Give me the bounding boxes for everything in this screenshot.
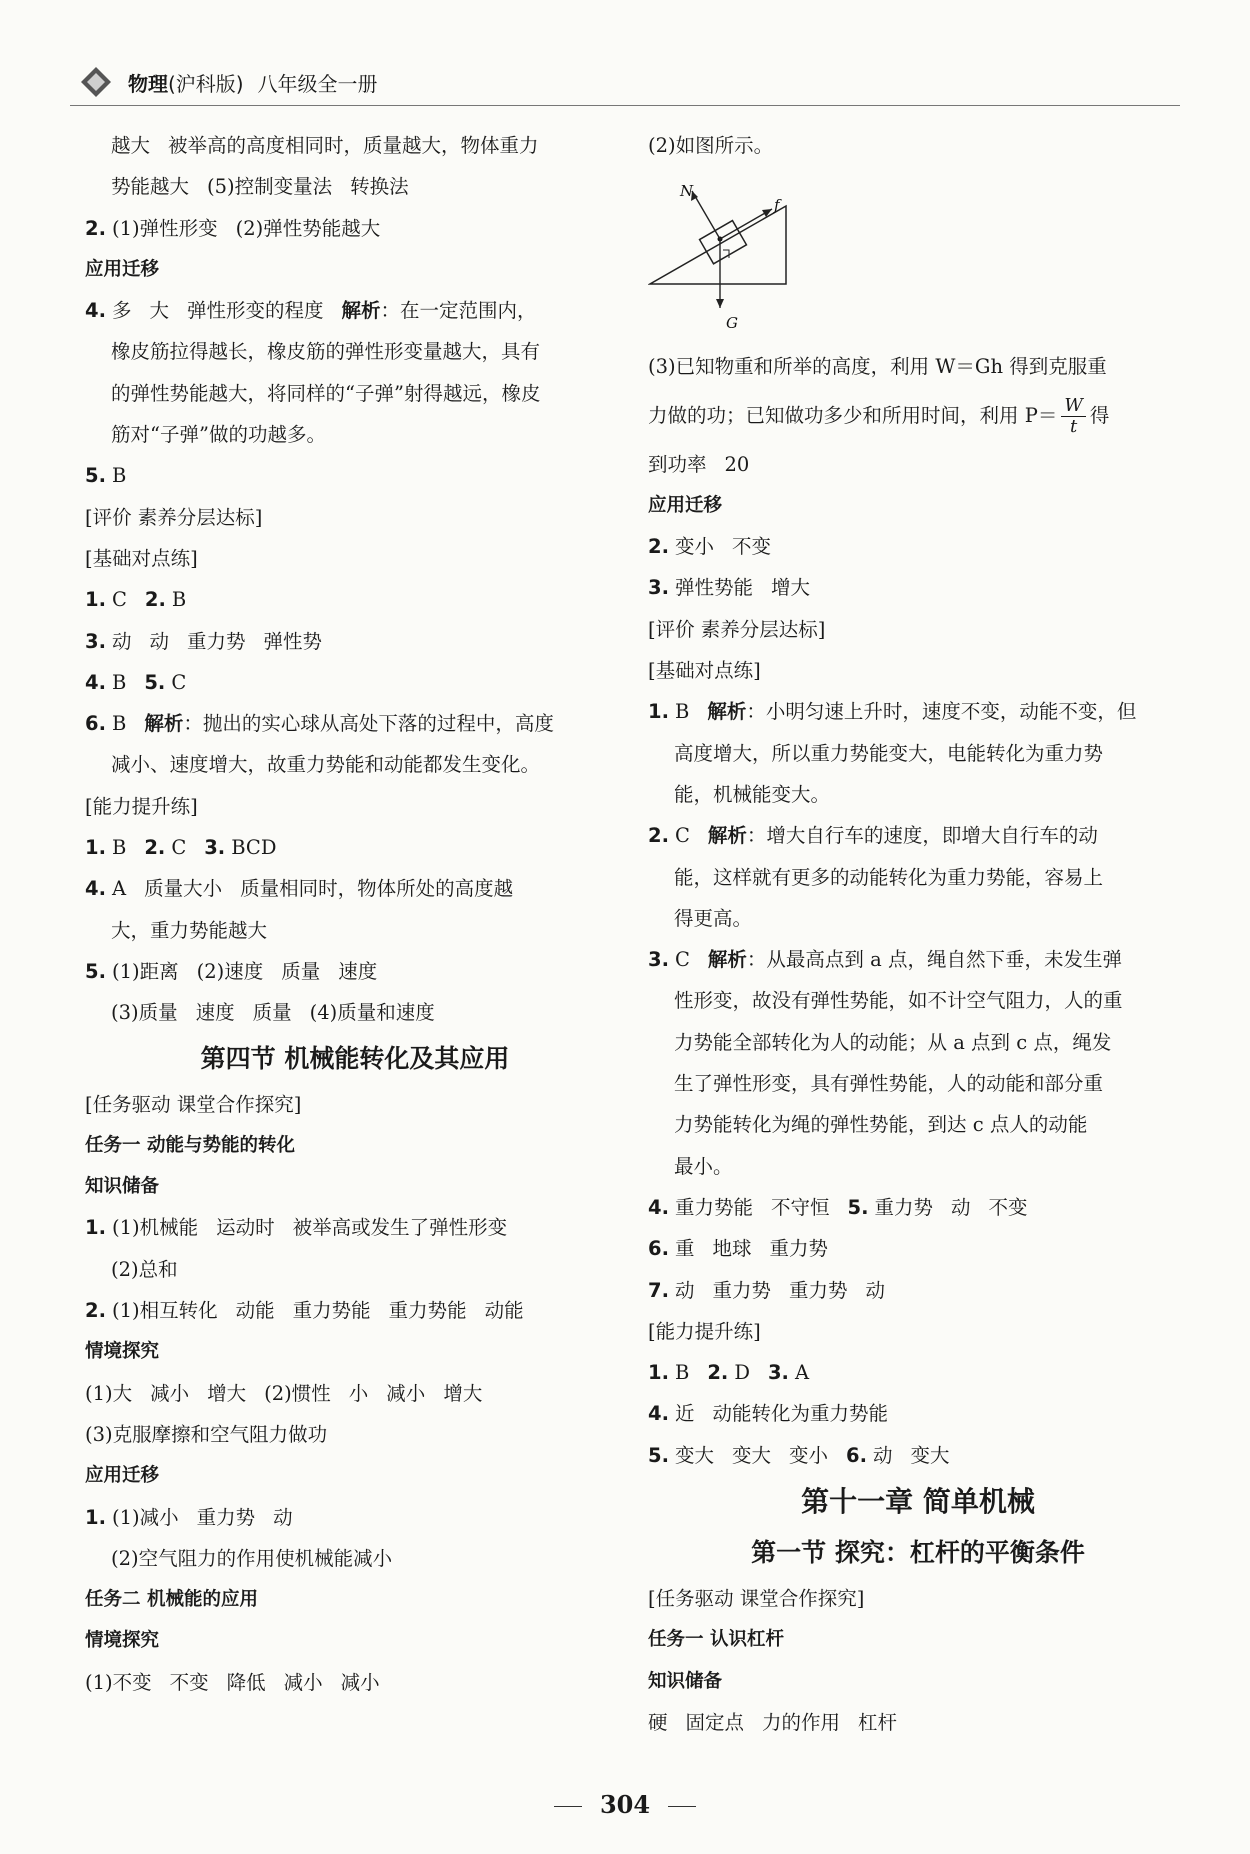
- answer-text: B: [111, 670, 127, 694]
- question-number: 2.: [144, 588, 166, 612]
- text-line: [85, 786, 625, 827]
- answer-text: 近: [674, 1402, 695, 1426]
- answer-text: 减小: [386, 1381, 426, 1405]
- text-line: [85, 1662, 625, 1703]
- text-line: [648, 691, 1188, 732]
- formula-line-1: (3)已知物重和所举的高度，利用 W＝Gh 得到克服重: [648, 355, 1107, 379]
- text-line: [648, 125, 1188, 166]
- answer-text: 动能: [235, 1299, 275, 1323]
- answer-text: 小: [348, 1381, 369, 1405]
- answer-text: [能力提升练]: [85, 794, 198, 818]
- question-number: 4.: [648, 1195, 669, 1219]
- analysis-text: ：在一定范围内，: [380, 299, 537, 323]
- question-number: 5.: [144, 670, 166, 694]
- text-line: [648, 1270, 1188, 1311]
- force-diagram: [648, 166, 1188, 346]
- subheading: 应用迁移: [85, 1465, 160, 1487]
- text-line: [85, 703, 625, 744]
- power-fraction: $\frac{W}{t}$: [1061, 396, 1086, 437]
- answer-text: (1)相互转化: [111, 1299, 218, 1323]
- book-title: 物理(沪科版) 八年级全一册: [128, 72, 378, 96]
- answer-text: 动能转化为重力势能: [712, 1402, 889, 1426]
- text-line: [648, 1022, 1188, 1063]
- answer-text: 被举高的高度相同时，质量越大，物体重力: [168, 134, 539, 157]
- answer-text: 重力势: [874, 1195, 934, 1219]
- right-column: [648, 125, 1188, 1743]
- text-line: [648, 857, 1188, 898]
- answer-text: C: [674, 948, 690, 972]
- answer-text: B: [111, 712, 127, 736]
- question-number: 4.: [85, 299, 106, 323]
- question-number: 5.: [85, 464, 106, 488]
- answer-text: B: [674, 1361, 690, 1385]
- text-line: [648, 1228, 1188, 1269]
- question-number: 1.: [85, 1216, 106, 1240]
- answer-text: 重力势能: [292, 1299, 371, 1323]
- answer-text: 性形变，故没有弹性势能，如不计空气阻力，人的重: [674, 989, 1123, 1013]
- question-number: 2.: [85, 216, 106, 240]
- text-line: [648, 939, 1188, 980]
- answer-text: 杠杆: [858, 1710, 898, 1734]
- answer-text: [任务驱动 课堂合作探究]: [85, 1092, 302, 1116]
- answer-text: B: [111, 836, 127, 860]
- text-line: [85, 1497, 625, 1538]
- answer-line: [648, 1435, 1188, 1476]
- question-number: 5.: [85, 959, 106, 983]
- answer-line: [85, 579, 625, 620]
- answer-text: 硬: [648, 1710, 668, 1734]
- text-line: [85, 744, 625, 785]
- answer-text: 生了弹性形变，具有弹性势能，人的动能和部分重: [674, 1072, 1104, 1096]
- answer-text: 弹性形变的程度: [187, 299, 324, 323]
- answer-text: 不变: [169, 1670, 209, 1694]
- answer-text: 动: [873, 1443, 893, 1467]
- answer-text: 力的作用: [762, 1710, 841, 1734]
- answer-text: (2)总和: [111, 1257, 178, 1281]
- text-line: [648, 1311, 1188, 1352]
- answer-text: 到功率: [648, 452, 707, 476]
- answer-text: 转换法: [350, 175, 409, 199]
- question-number: 4.: [85, 670, 106, 694]
- text-line: [85, 868, 625, 909]
- question-number: 1.: [85, 1505, 106, 1529]
- answer-text: 重力势能: [388, 1299, 467, 1323]
- answer-text: 变小: [789, 1443, 829, 1467]
- question-number: 2.: [648, 824, 669, 848]
- text-line: [85, 1249, 625, 1290]
- answer-text: 不变: [732, 535, 772, 559]
- question-number: 2.: [85, 1299, 106, 1323]
- text-line: [648, 980, 1188, 1021]
- answer-text: 质量: [252, 1001, 292, 1025]
- answer-text: 动: [865, 1278, 886, 1302]
- answer-text: (2)惯性: [264, 1381, 331, 1405]
- answer-text: 动: [111, 629, 132, 653]
- answer-text: (1)减小: [111, 1505, 179, 1529]
- text-line: [648, 1393, 1188, 1434]
- answer-text: C: [171, 836, 187, 860]
- answer-text: 固定点: [685, 1710, 745, 1734]
- text-line: [648, 1063, 1188, 1104]
- answer-text: (3)质量: [111, 1001, 178, 1025]
- question-number: 5.: [648, 1443, 669, 1467]
- answer-text: 地球: [712, 1237, 752, 1261]
- text-line: [648, 444, 1188, 485]
- answer-text: (1)距离: [111, 959, 179, 983]
- answer-text: 质量: [281, 959, 321, 983]
- label-friction: f: [774, 196, 780, 215]
- text-line: [648, 567, 1188, 608]
- question-number: 3.: [204, 836, 226, 860]
- text-line: [85, 910, 625, 951]
- answer-text: C: [171, 670, 187, 694]
- question-number: 6.: [85, 712, 106, 736]
- answer-text: 弹性势: [263, 629, 323, 653]
- analysis-text: ：增大自行车的速度，即增大自行车的动: [746, 824, 1098, 848]
- question-number: 2.: [648, 535, 669, 559]
- question-number: 3.: [85, 629, 106, 653]
- answer-text: (5)控制变量法: [207, 175, 333, 199]
- question-number: 3.: [767, 1361, 789, 1385]
- question-number: 3.: [648, 948, 669, 972]
- label-normal-force: N: [680, 182, 694, 201]
- section-title: 第一节 探究：杠杆的平衡条件: [751, 1538, 1085, 1568]
- answer-text: 变大: [910, 1443, 950, 1467]
- answer-text: 质量大小: [144, 877, 223, 901]
- answer-text: 变大: [732, 1443, 772, 1467]
- answer-text: 势能越大: [111, 175, 190, 199]
- answer-text: B: [171, 588, 187, 612]
- question-number: 1.: [648, 700, 669, 724]
- text-line: [85, 951, 625, 992]
- answer-text: 能，机械能变大。: [674, 782, 831, 806]
- answer-text: 动: [273, 1505, 293, 1529]
- answer-text: (2)空气阻力的作用使机械能减小: [111, 1546, 393, 1570]
- question-number: 6.: [648, 1237, 669, 1261]
- text-line: [85, 1414, 625, 1455]
- answer-text: 不守恒: [771, 1195, 830, 1219]
- answer-text: 速度: [195, 1001, 235, 1025]
- answer-text: 最小。: [674, 1154, 733, 1178]
- answer-text: 动: [149, 629, 170, 653]
- answer-text: B: [674, 700, 690, 724]
- answer-text: A: [111, 877, 127, 901]
- analysis-label: 解析: [707, 948, 747, 972]
- analysis-label: 解析: [707, 824, 747, 848]
- answer-text: 运动时: [216, 1216, 275, 1240]
- answer-text: 增大: [443, 1381, 483, 1405]
- answer-text: 重力势: [712, 1278, 772, 1302]
- analysis-label: 解析: [341, 299, 381, 323]
- answer-text: [评价 素养分层达标]: [85, 505, 263, 529]
- answer-text: 质量相同时，物体所处的高度越: [240, 877, 514, 901]
- question-number: 1.: [85, 836, 106, 860]
- answer-text: 重: [674, 1237, 695, 1261]
- left-column: [85, 125, 625, 1703]
- answer-text: 变大: [674, 1443, 714, 1467]
- answer-text: [基础对点练]: [648, 659, 761, 683]
- text-line: [648, 609, 1188, 650]
- formula-line-2: 力做的功；已知做功多少和所用时间，利用 P＝ $\frac{W}{t}$ 得: [648, 394, 1110, 437]
- answer-text: 重力势: [196, 1505, 256, 1529]
- question-number: 5.: [847, 1195, 869, 1219]
- answer-text: 减小: [283, 1670, 323, 1694]
- text-line: [85, 497, 625, 538]
- answer-text: 动能: [484, 1299, 524, 1323]
- text-line: [85, 1084, 625, 1125]
- text-line: [648, 774, 1188, 815]
- chapter-title: 第十一章 简单机械: [801, 1485, 1035, 1519]
- text-line: [648, 1702, 1188, 1743]
- answer-text: 得更高。: [674, 906, 753, 930]
- question-number: 3.: [648, 576, 669, 600]
- answer-text: 大: [149, 299, 170, 323]
- analysis-label: 解析: [707, 700, 747, 724]
- answer-line: [85, 662, 625, 703]
- analysis-text: ：小明匀速上升时，速度不变，动能不变，但: [746, 700, 1137, 724]
- answer-text: (1)弹性形变: [111, 216, 218, 240]
- question-number: 4.: [648, 1402, 669, 1426]
- answer-text: C: [111, 588, 127, 612]
- answer-text: 多: [111, 299, 132, 323]
- header-rule: [70, 105, 1180, 106]
- answer-text: (1)大: [85, 1381, 133, 1405]
- answer-text: 被举高或发生了弹性形变: [292, 1216, 508, 1240]
- answer-text: 力势能转化为绳的弹性势能，到达 c 点人的动能: [674, 1113, 1088, 1137]
- answer-text: 大，重力势能越大: [111, 918, 268, 942]
- answer-text: BCD: [231, 836, 277, 860]
- answer-text: (2)速度: [196, 959, 264, 983]
- subheading: 任务一 动能与势能的转化: [85, 1134, 295, 1156]
- text-line: [648, 526, 1188, 567]
- answer-text: 重力势: [769, 1237, 829, 1261]
- answer-text: A: [794, 1361, 810, 1385]
- answer-text: (2)如图所示。: [648, 134, 774, 157]
- answer-line: [648, 1352, 1188, 1393]
- question-number: 2.: [144, 836, 166, 860]
- answer-text: [任务驱动 课堂合作探究]: [648, 1587, 865, 1611]
- text-line: [85, 125, 625, 166]
- text-line: [85, 373, 625, 414]
- text-line: [85, 621, 625, 662]
- text-line: [85, 208, 625, 249]
- subheading: 情境探究: [85, 1341, 160, 1363]
- subheading: 知识储备: [648, 1670, 723, 1692]
- answer-text: 动: [951, 1195, 971, 1219]
- question-number: 1.: [648, 1361, 669, 1385]
- answer-text: (4)质量和速度: [309, 1001, 435, 1025]
- answer-text: (3)克服摩擦和空气阻力做功: [85, 1422, 328, 1446]
- answer-text: 力势能全部转化为人的动能；从 a 点到 c 点，绳发: [674, 1030, 1112, 1054]
- answer-text: 增大: [207, 1381, 247, 1405]
- answer-text: 高度增大，所以重力势能变大，电能转化为重力势: [674, 741, 1104, 765]
- answer-text: 弹性势能: [674, 576, 753, 600]
- analysis-text: ：抛出的实心球从高处下落的过程中，高度: [183, 712, 554, 736]
- answer-text: [基础对点练]: [85, 546, 198, 570]
- answer-text: 速度: [338, 959, 378, 983]
- text-line: [648, 1578, 1188, 1619]
- text-line: [648, 1104, 1188, 1145]
- answer-text: [能力提升练]: [648, 1319, 761, 1343]
- text-line: [85, 455, 625, 496]
- answer-text: 筋对“子弹”做的功越多。: [111, 423, 326, 447]
- subheading: 应用迁移: [648, 494, 723, 516]
- analysis-text: ：从最高点到 a 点，绳自然下垂，未发生弹: [746, 948, 1122, 972]
- subheading: 任务一 认识杠杆: [648, 1629, 784, 1651]
- answer-text: (2)弹性势能越大: [235, 216, 381, 240]
- answer-text: 能，这样就有更多的动能转化为重力势能，容易上: [674, 865, 1104, 889]
- answer-text: 变小: [674, 535, 714, 559]
- text-line: [85, 1538, 625, 1579]
- analysis-label: 解析: [144, 712, 184, 736]
- answer-text: C: [674, 824, 690, 848]
- text-line: [85, 414, 625, 455]
- answer-text: 减小: [150, 1381, 190, 1405]
- answer-text: (1)机械能: [111, 1216, 199, 1240]
- answer-text: 动: [674, 1278, 695, 1302]
- text-line: [85, 1207, 625, 1248]
- text-line: [648, 815, 1188, 856]
- answer-text: 减小: [340, 1670, 380, 1694]
- label-gravity: G: [726, 314, 738, 333]
- diamond-logo-icon: [80, 66, 112, 98]
- text-line: [85, 166, 625, 207]
- answer-text: 降低: [226, 1670, 266, 1694]
- subheading: 情境探究: [85, 1630, 160, 1652]
- text-line: [85, 1290, 625, 1331]
- answer-text: (1)不变: [85, 1670, 152, 1694]
- question-number: 4.: [85, 877, 106, 901]
- text-line: [648, 898, 1188, 939]
- answer-text: 重力势: [187, 629, 246, 653]
- answer-text: [评价 素养分层达标]: [648, 617, 826, 641]
- text-line: [648, 650, 1188, 691]
- subheading: 应用迁移: [85, 258, 160, 280]
- section-title: 第四节 机械能转化及其应用: [200, 1043, 510, 1073]
- text-line: [85, 331, 625, 372]
- question-number: 1.: [85, 588, 106, 612]
- answer-text: 减小、速度增大，故重力势能和动能都发生变化。: [111, 753, 541, 777]
- subheading: 任务二 机械能的应用: [85, 1589, 258, 1611]
- answer-line: [85, 827, 625, 868]
- text-line: [85, 290, 625, 331]
- answer-text: 重力势能: [674, 1195, 753, 1219]
- answer-line: [648, 1187, 1188, 1228]
- answer-text: 越大: [111, 134, 151, 157]
- text-line: [85, 992, 625, 1033]
- question-number: 7.: [648, 1278, 669, 1302]
- text-line: [85, 1373, 625, 1414]
- text-line: [648, 733, 1188, 774]
- question-number: 6.: [846, 1443, 868, 1467]
- answer-text: B: [111, 464, 127, 488]
- subheading: 知识储备: [85, 1176, 160, 1198]
- text-line: [85, 538, 625, 579]
- answer-text: 橡皮筋拉得越长，橡皮筋的弹性形变量越大，具有: [111, 340, 541, 364]
- page-number: 304: [0, 1790, 1250, 1819]
- answer-text: D: [734, 1361, 750, 1385]
- answer-text: 不变: [988, 1195, 1028, 1219]
- text-line: [648, 1146, 1188, 1187]
- answer-text: 20: [724, 452, 750, 476]
- question-number: 2.: [707, 1361, 729, 1385]
- answer-text: 重力势: [789, 1278, 848, 1302]
- answer-text: 的弹性势能越大，将同样的“子弹”射得越远，橡皮: [111, 381, 541, 405]
- page-header: [70, 60, 1180, 106]
- answer-text: 增大: [771, 576, 811, 600]
